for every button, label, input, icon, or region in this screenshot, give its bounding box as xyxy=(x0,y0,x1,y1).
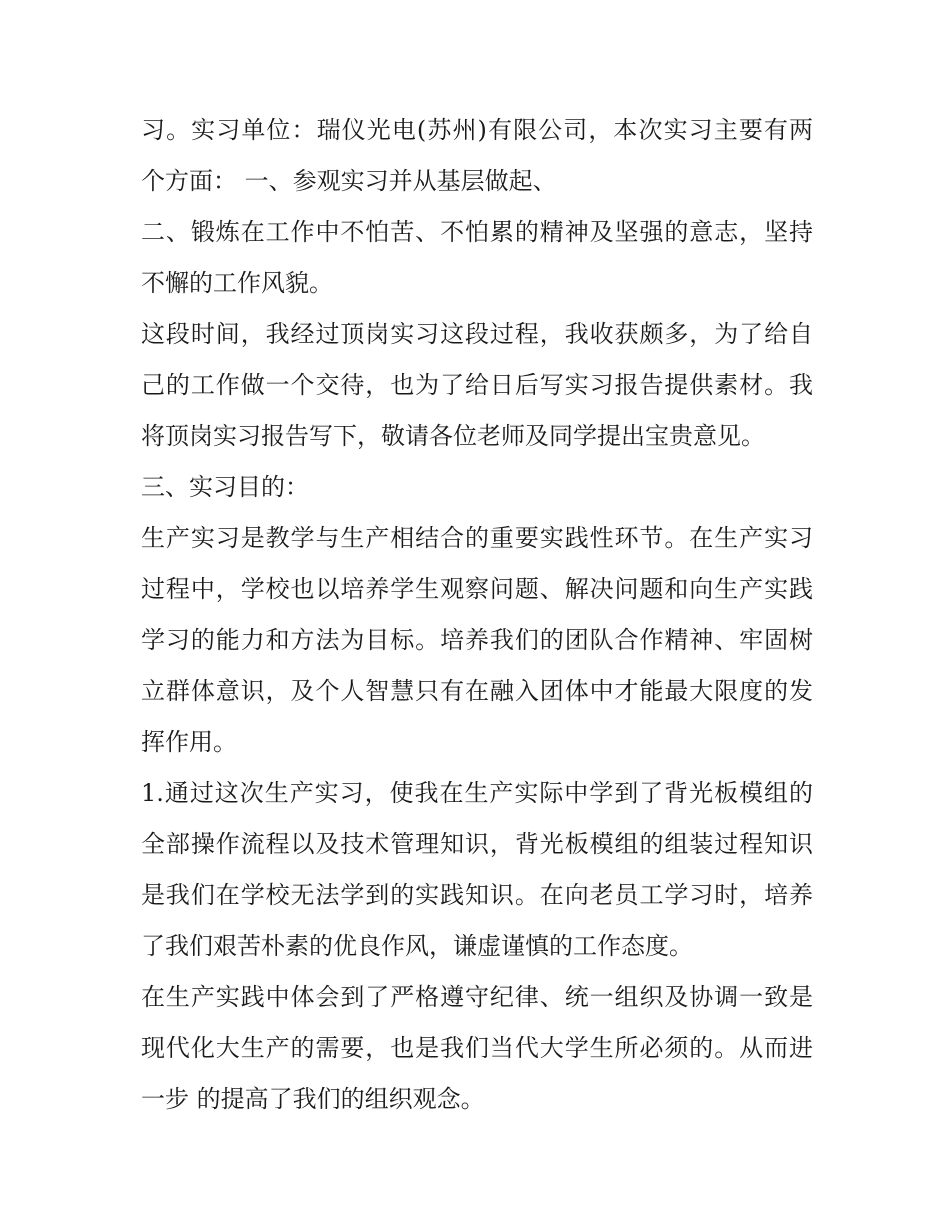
text-line: 全部操作流程以及技术管理知识，背光板模组的组装过程知识 xyxy=(141,830,813,858)
text-line: 学习的能力和方法为目标。培养我们的团队合作精神、牢固树 xyxy=(141,626,813,654)
text-line: 立群体意识，及个人智慧只有在融入团体中才能最大限度的发 xyxy=(141,677,813,705)
text-line: 在生产实践中体会到了严格遵守纪律、统一组织及协调一致是 xyxy=(141,983,813,1011)
text-line: 将顶岗实习报告写下，敬请各位老师及同学提出宝贵意见。 xyxy=(141,422,765,450)
text-line: 三、实习目的： xyxy=(141,473,309,501)
text-line: 过程中，学校也以培养学生观察问题、解决问题和向生产实践 xyxy=(141,575,813,603)
text-line: 不懈的工作风貌。 xyxy=(141,269,333,297)
text-line: 一步 的提高了我们的组织观念。 xyxy=(141,1085,485,1113)
text-line: 现代化大生产的需要，也是我们当代大学生所必须的。从而进 xyxy=(141,1034,813,1062)
text-line: 二、锻炼在工作中不怕苦、不怕累的精神及坚强的意志，坚持 xyxy=(141,218,813,246)
text-line: 己的工作做一个交待，也为了给日后写实习报告提供素材。我 xyxy=(141,371,813,399)
document-body xyxy=(141,105,813,1125)
text-line: 1.通过这次生产实习，使我在生产实际中学到了背光板模组的 xyxy=(141,779,813,807)
text-line: 是我们在学校无法学到的实践知识。在向老员工学习时，培养 xyxy=(141,881,813,909)
text-line: 习。实习单位：瑞仪光电(苏州)有限公司，本次实习主要有两 xyxy=(141,116,813,144)
text-line: 挥作用。 xyxy=(141,728,237,756)
text-line: 生产实习是教学与生产相结合的重要实践性环节。在生产实习 xyxy=(141,524,813,552)
text-line: 了我们艰苦朴素的优良作风，谦虚谨慎的工作态度。 xyxy=(141,932,693,960)
text-line: 个方面： 一、参观实习并从基层做起、 xyxy=(141,167,557,195)
text-line: 这段时间，我经过顶岗实习这段过程，我收获颇多，为了给自 xyxy=(141,320,813,348)
